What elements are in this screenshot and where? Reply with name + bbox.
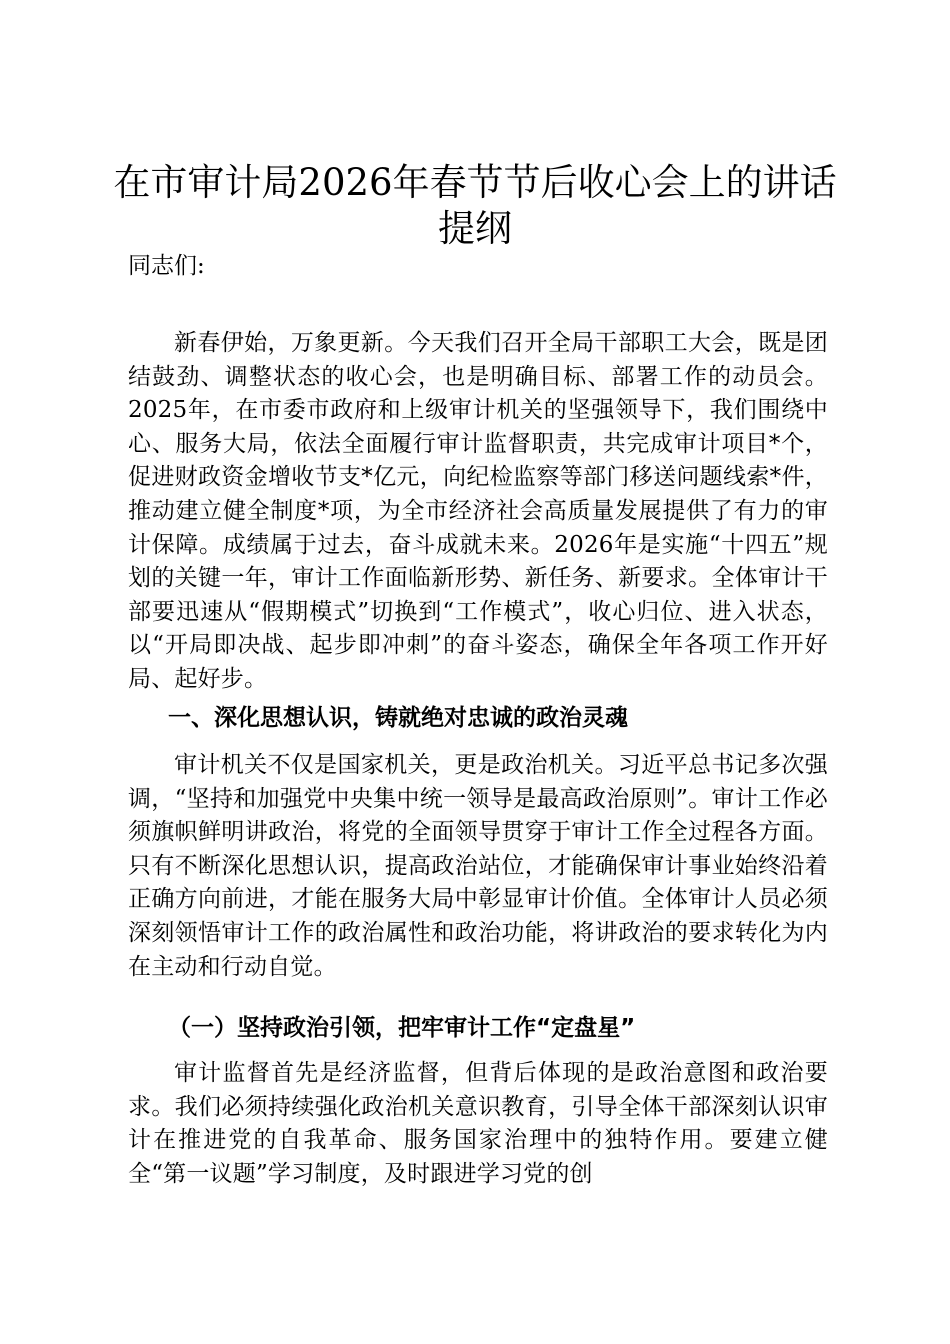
body-paragraph-3: 审计监督首先是经济监督，但背后体现的是政治意图和政治要求。我们必须持续强化政治机关意识教育，引导全体干部深刻认识审计在推进党的自我革命、服务国家治理中的独特作用。要建立健全“第一议题”学习制度，及时跟进学习党的创 bbox=[128, 1060, 828, 1187]
section-heading-1: 一、深化思想认识，铸就绝对忠诚的政治灵魂 bbox=[168, 705, 628, 731]
body-paragraph-2: 审计机关不仅是国家机关，更是政治机关。习近平总书记多次强调，“坚持和加强党中央集中统一领导是最高政治原则”。审计工作必须旗帜鲜明讲政治，将党的全面领导贯穿于审计工作全过程各方面。只有不断深化思想认识，提高政治站位，才能确保审计事业始终沿着正确方向前进，才能在服务大局中彰显审计价值。全体审计人员必须深刻领悟审计工作的政治属性和政治功能，将讲政治的要求转化为内在主动和行动自觉。 bbox=[128, 752, 828, 980]
document-title-line-2: 提纲 bbox=[438, 207, 512, 250]
document-title-line-1: 在市审计局2026年春节节后收心会上的讲话 bbox=[113, 161, 837, 204]
body-paragraph-1: 新春伊始，万象更新。今天我们召开全局干部职工大会，既是团结鼓劲、调整状态的收心会，也是明确目标、部署工作的动员会。2025年，在市委市政府和上级审计机关的坚强领导下，我们围绕中心、服务大局，依法全面履行审计监督职责，共完成审计项目*个，促进财政资金增收节支*亿元，向纪检监察等部门移送问题线索*件，推动建立健全制度*项，为全市经济社会高质量发展提供了有力的审计保障。成绩属于过去，奋斗成就未来。2026年是实施“十四五”规划的关键一年，审计工作面临新形势、新任务、新要求。全体审计干部要迅速从“假期模式”切换到“工作模式”，收心归位、进入状态，以“开局即决战、起步即冲刺”的奋斗姿态，确保全年各项工作开好局、起好步。 bbox=[128, 330, 828, 692]
subsection-heading-1: （一）坚持政治引领，把牢审计工作“定盘星” bbox=[168, 1015, 636, 1041]
salutation: 同志们: bbox=[128, 253, 205, 279]
document-title bbox=[110, 160, 840, 252]
